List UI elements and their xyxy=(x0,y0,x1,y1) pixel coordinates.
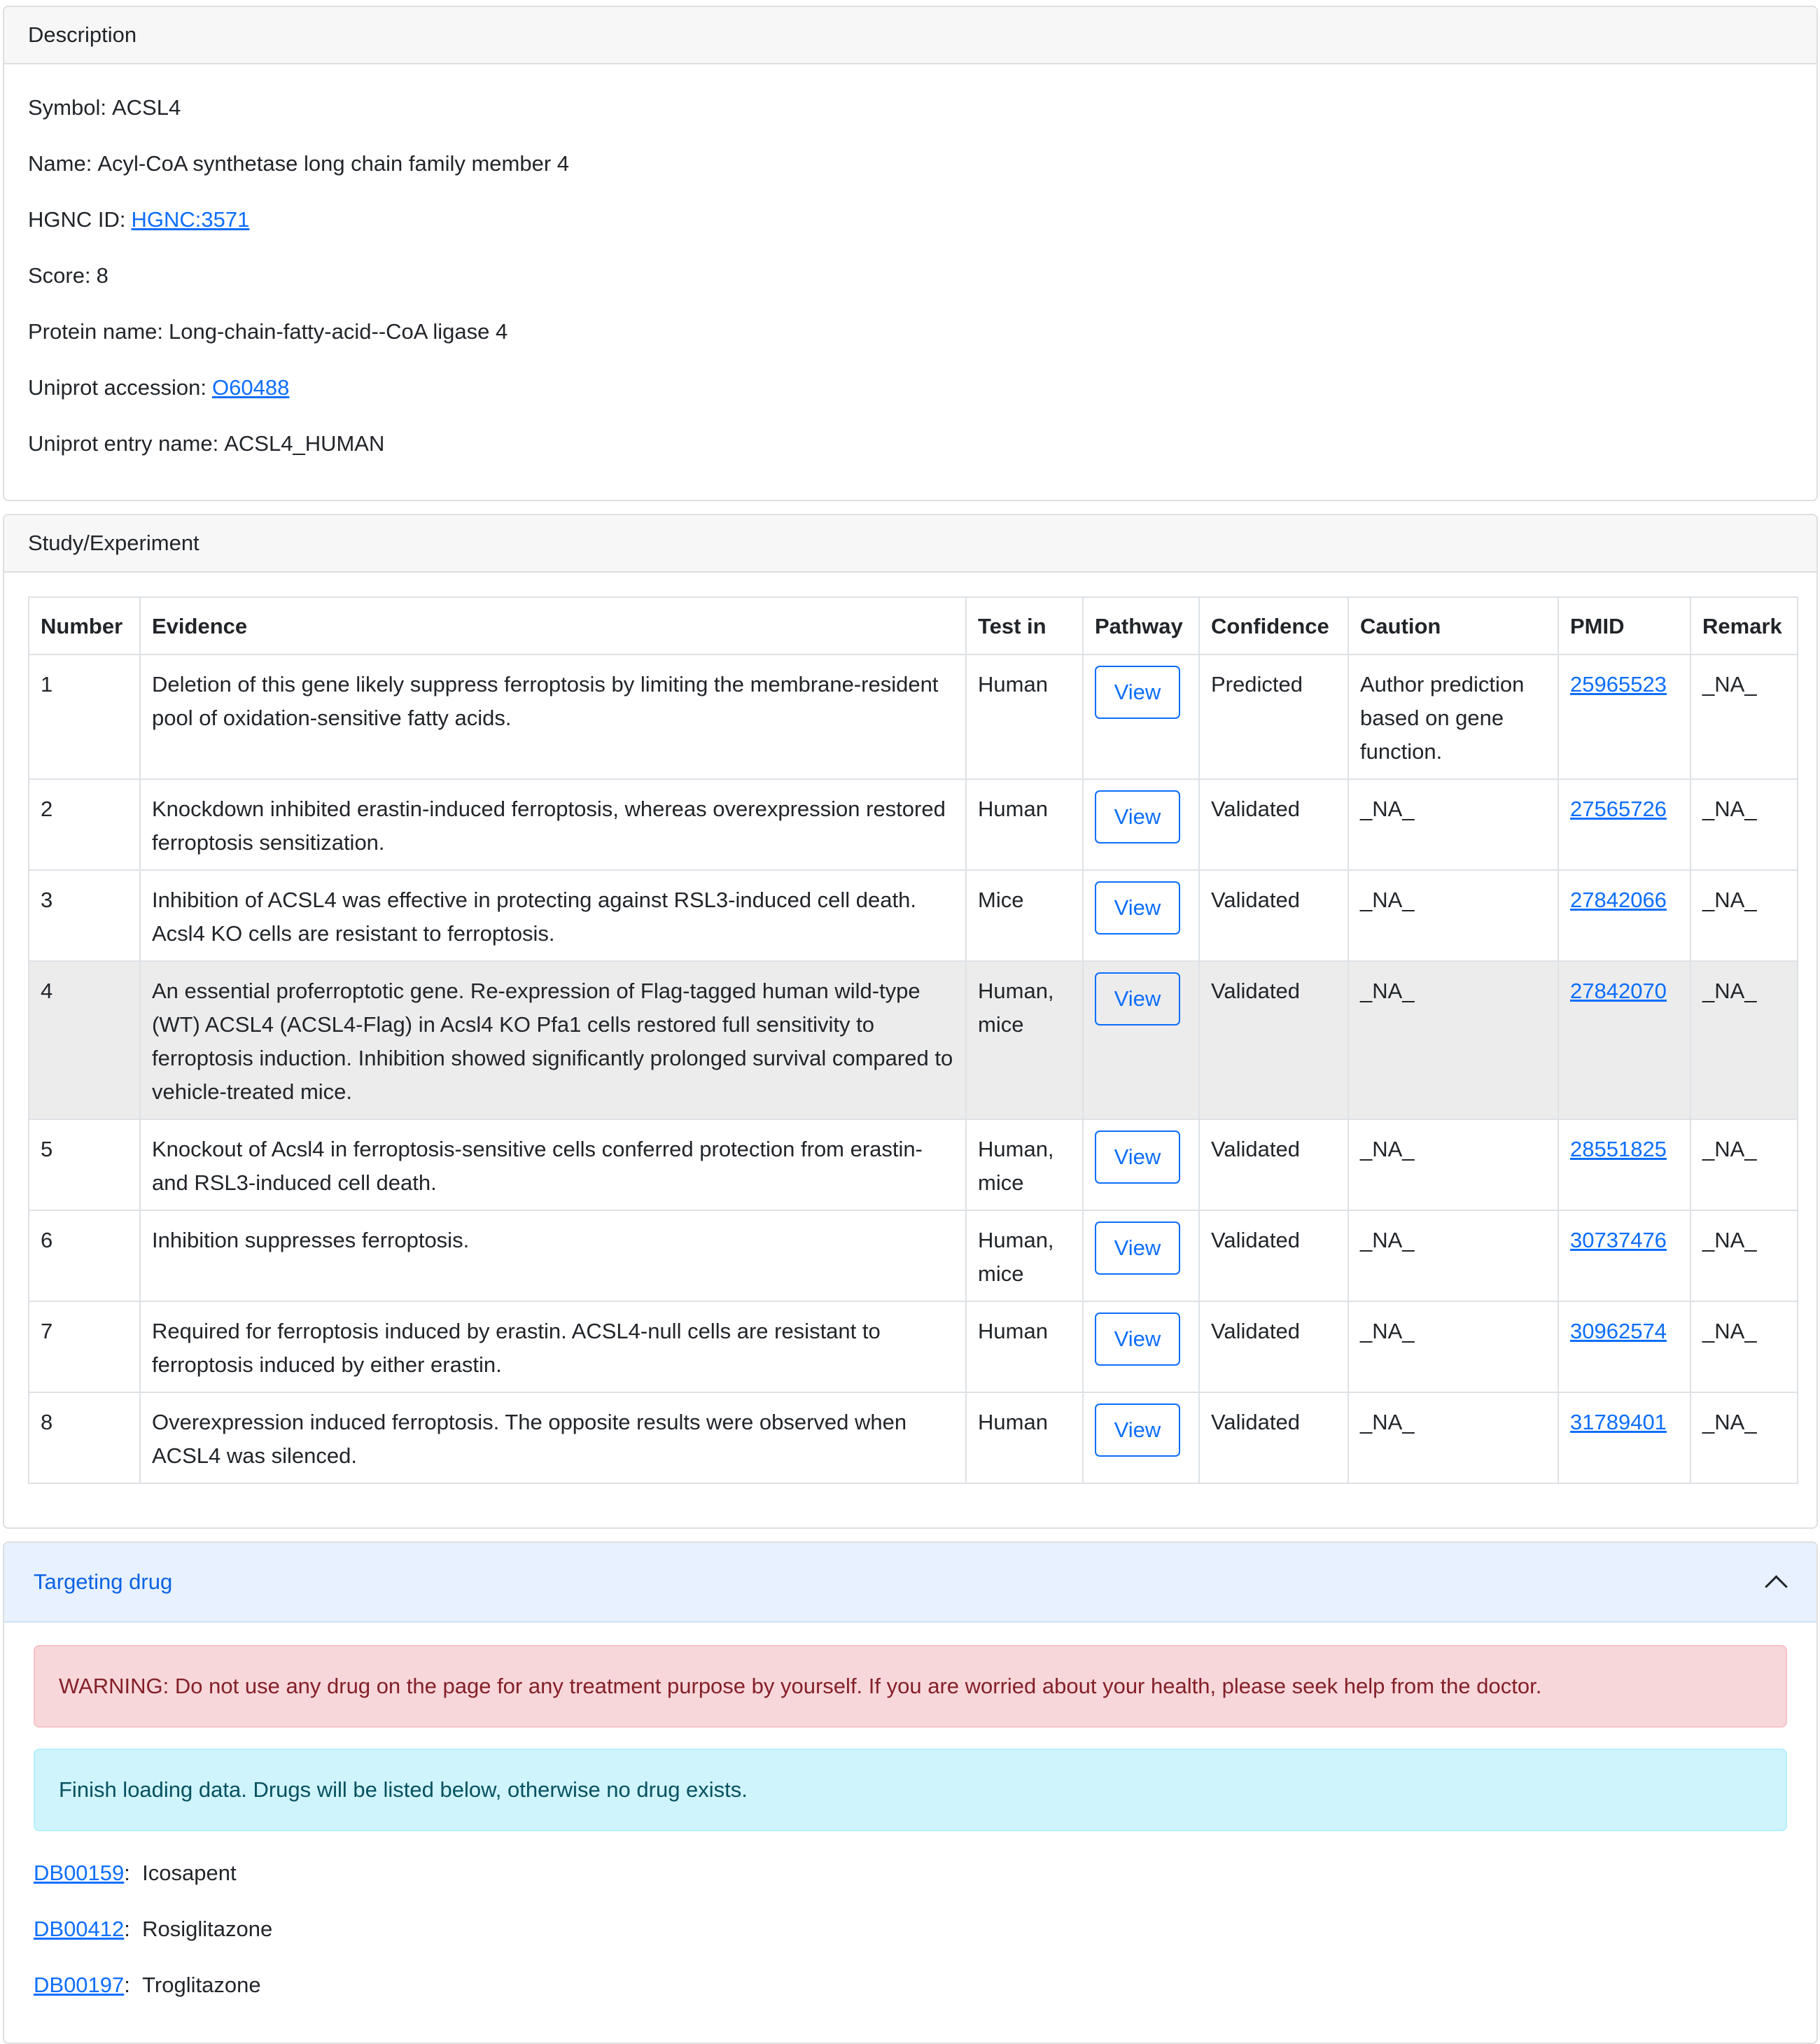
col-test-in: Test in xyxy=(966,597,1083,654)
cell-pathway xyxy=(1083,1210,1199,1301)
col-remark: Remark xyxy=(1690,597,1798,654)
cell-remark: _NA_ xyxy=(1690,1392,1798,1483)
targeting-drug-body xyxy=(4,1623,1816,2013)
cell-remark: _NA_ xyxy=(1690,870,1798,961)
drug-separator: : xyxy=(124,1972,143,1997)
cell-test-in: Human xyxy=(966,779,1083,870)
cell-number: 8 xyxy=(29,1392,140,1483)
table-row xyxy=(29,961,1798,1119)
drug-separator: : xyxy=(124,1916,143,1941)
info-alert: Finish loading data. Drugs will be listed below, otherwise no drug exists. xyxy=(34,1749,1787,1831)
cell-evidence: Overexpression induced ferroptosis. The opposite results were observed when ACSL4 was silenced. xyxy=(140,1392,966,1483)
field-label: Uniprot entry name: xyxy=(28,430,219,456)
pmid-link[interactable]: 30962574 xyxy=(1570,1319,1667,1343)
table-row xyxy=(29,1392,1798,1483)
cell-number: 3 xyxy=(29,870,140,961)
cell-pathway xyxy=(1083,779,1199,870)
cell-pmid xyxy=(1558,870,1690,961)
cell-evidence: Required for ferroptosis induced by erastin. ACSL4-null cells are resistant to ferroptosis induced by either erastin. xyxy=(140,1301,966,1392)
cell-test-in: Human xyxy=(966,1392,1083,1483)
cell-number: 6 xyxy=(29,1210,140,1301)
cell-confidence: Validated xyxy=(1199,961,1348,1119)
cell-caution: _NA_ xyxy=(1348,1210,1558,1301)
study-header: Study/Experiment xyxy=(4,515,1816,573)
field-symbol xyxy=(28,80,1793,136)
cell-number: 4 xyxy=(29,961,140,1119)
cell-test-in: Human xyxy=(966,1301,1083,1392)
description-card xyxy=(3,6,1818,501)
table-row xyxy=(29,870,1798,961)
study-card xyxy=(3,514,1818,1529)
cell-pathway xyxy=(1083,1392,1199,1483)
cell-pmid xyxy=(1558,779,1690,870)
view-pathway-button[interactable]: View xyxy=(1095,1130,1180,1184)
cell-pmid xyxy=(1558,1392,1690,1483)
cell-test-in: Human, mice xyxy=(966,961,1083,1119)
cell-evidence: Inhibition of ACSL4 was effective in protecting against RSL3-induced cell death. Acsl4 KO cells are resistant to ferroptosis. xyxy=(140,870,966,961)
field-value: ACSL4_HUMAN xyxy=(224,430,385,456)
cell-pmid xyxy=(1558,1119,1690,1210)
drug-separator: : xyxy=(124,1860,143,1885)
cell-test-in: Human, mice xyxy=(966,1210,1083,1301)
uniprot-link[interactable]: O60488 xyxy=(212,374,290,400)
cell-number: 5 xyxy=(29,1119,140,1210)
targeting-drug-title: Targeting drug xyxy=(34,1569,173,1594)
col-pmid: PMID xyxy=(1558,597,1690,654)
cell-pmid xyxy=(1558,961,1690,1119)
pmid-link[interactable]: 27842066 xyxy=(1570,888,1667,912)
field-label: Uniprot accession: xyxy=(28,374,207,400)
field-value: 8 xyxy=(96,262,108,288)
cell-caution: _NA_ xyxy=(1348,779,1558,870)
cell-confidence: Predicted xyxy=(1199,654,1348,779)
field-hgnc-id xyxy=(28,192,1793,248)
cell-caution: _NA_ xyxy=(1348,1301,1558,1392)
drug-name: Rosiglitazone xyxy=(142,1916,273,1941)
cell-number: 1 xyxy=(29,654,140,779)
view-pathway-button[interactable]: View xyxy=(1095,881,1180,934)
pmid-link[interactable]: 25965523 xyxy=(1570,672,1667,696)
list-item xyxy=(34,1901,1787,1957)
cell-caution: _NA_ xyxy=(1348,961,1558,1119)
chevron-up-icon[interactable] xyxy=(1763,1570,1787,1594)
evidence-table xyxy=(28,596,1798,1484)
cell-pathway xyxy=(1083,961,1199,1119)
pmid-link[interactable]: 27842070 xyxy=(1570,979,1667,1003)
cell-pathway xyxy=(1083,1301,1199,1392)
view-pathway-button[interactable]: View xyxy=(1095,972,1180,1026)
col-pathway: Pathway xyxy=(1083,597,1199,654)
cell-pmid xyxy=(1558,1301,1690,1392)
list-item xyxy=(34,1845,1787,1901)
field-label: Protein name: xyxy=(28,318,163,344)
col-evidence: Evidence xyxy=(140,597,966,654)
pmid-link[interactable]: 27565726 xyxy=(1570,797,1667,821)
cell-evidence: Inhibition suppresses ferroptosis. xyxy=(140,1210,966,1301)
cell-pathway xyxy=(1083,870,1199,961)
field-uniprot-accession xyxy=(28,360,1793,416)
cell-pathway xyxy=(1083,1119,1199,1210)
col-number: Number xyxy=(29,597,140,654)
list-item xyxy=(34,1957,1787,2013)
view-pathway-button[interactable]: View xyxy=(1095,1404,1180,1457)
field-label: Score: xyxy=(28,262,91,288)
cell-evidence: Knockout of Acsl4 in ferroptosis-sensitive cells conferred protection from erastin- and RSL3-induced cell death. xyxy=(140,1119,966,1210)
field-value: ACSL4 xyxy=(111,94,181,120)
pmid-link[interactable]: 30737476 xyxy=(1570,1228,1667,1252)
pmid-link[interactable]: 31789401 xyxy=(1570,1410,1667,1434)
table-row xyxy=(29,779,1798,870)
field-protein-name xyxy=(28,304,1793,360)
cell-test-in: Human, mice xyxy=(966,1119,1083,1210)
table-row xyxy=(29,1210,1798,1301)
cell-confidence: Validated xyxy=(1199,1119,1348,1210)
table-row xyxy=(29,1301,1798,1392)
col-caution: Caution xyxy=(1348,597,1558,654)
drug-list xyxy=(34,1845,1787,2013)
targeting-drug-card xyxy=(3,1541,1818,2044)
cell-confidence: Validated xyxy=(1199,870,1348,961)
cell-remark: _NA_ xyxy=(1690,1119,1798,1210)
field-score xyxy=(28,248,1793,304)
targeting-drug-toggle[interactable] xyxy=(4,1543,1816,1623)
cell-remark: _NA_ xyxy=(1690,1301,1798,1392)
drug-name: Troglitazone xyxy=(142,1972,261,1997)
field-value: Long-chain-fatty-acid--CoA ligase 4 xyxy=(169,318,508,344)
hgnc-link[interactable]: HGNC:3571 xyxy=(131,206,250,232)
cell-remark: _NA_ xyxy=(1690,779,1798,870)
description-body xyxy=(4,64,1816,472)
field-label: Symbol: xyxy=(28,94,106,120)
view-pathway-button[interactable]: View xyxy=(1095,790,1180,844)
col-confidence: Confidence xyxy=(1199,597,1348,654)
cell-test-in: Human xyxy=(966,654,1083,779)
description-header: Description xyxy=(4,7,1816,64)
cell-pmid xyxy=(1558,1210,1690,1301)
field-uniprot-entry-name xyxy=(28,416,1793,472)
field-label: HGNC ID: xyxy=(28,206,126,232)
cell-caution: _NA_ xyxy=(1348,870,1558,961)
view-pathway-button[interactable]: View xyxy=(1095,1312,1180,1366)
cell-pathway xyxy=(1083,654,1199,779)
view-pathway-button[interactable]: View xyxy=(1095,666,1180,719)
table-row xyxy=(29,654,1798,779)
drug-id-link[interactable]: DB00197 xyxy=(34,1972,125,1997)
cell-confidence: Validated xyxy=(1199,1210,1348,1301)
cell-number: 2 xyxy=(29,779,140,870)
cell-test-in: Mice xyxy=(966,870,1083,961)
table-row xyxy=(29,1119,1798,1210)
cell-confidence: Validated xyxy=(1199,1392,1348,1483)
table-header-row xyxy=(29,597,1798,654)
field-value: Acyl-CoA synthetase long chain family member 4 xyxy=(97,150,570,176)
cell-confidence: Validated xyxy=(1199,1301,1348,1392)
cell-caution: Author prediction based on gene function. xyxy=(1348,654,1558,779)
cell-remark: _NA_ xyxy=(1690,654,1798,779)
cell-caution: _NA_ xyxy=(1348,1392,1558,1483)
cell-confidence: Validated xyxy=(1199,779,1348,870)
drug-name: Icosapent xyxy=(142,1860,237,1885)
study-body xyxy=(4,573,1816,1484)
warning-alert: WARNING: Do not use any drug on the page for any treatment purpose by yourself. If you are worried about your health, please seek help from the doctor. xyxy=(34,1645,1787,1728)
drug-id-link[interactable]: DB00159 xyxy=(34,1860,125,1885)
cell-evidence: Knockdown inhibited erastin-induced ferroptosis, whereas overexpression restored ferroptosis sensitization. xyxy=(140,779,966,870)
pmid-link[interactable]: 28551825 xyxy=(1570,1137,1667,1161)
field-name xyxy=(28,136,1793,192)
drug-id-link[interactable]: DB00412 xyxy=(34,1916,125,1941)
cell-evidence: Deletion of this gene likely suppress ferroptosis by limiting the membrane-resident pool of oxidation-sensitive fatty acids. xyxy=(140,654,966,779)
view-pathway-button[interactable]: View xyxy=(1095,1222,1180,1275)
cell-number: 7 xyxy=(29,1301,140,1392)
cell-evidence: An essential proferroptotic gene. Re-expression of Flag-tagged human wild-type (WT) ACSL4 (ACSL4-Flag) in Acsl4 KO Pfa1 cells restored full sensitivity to ferroptosis induction. Inhibition showed significantly prolonged survival compared to vehicle-treated mice. xyxy=(140,961,966,1119)
cell-remark: _NA_ xyxy=(1690,1210,1798,1301)
cell-pmid xyxy=(1558,654,1690,779)
cell-remark: _NA_ xyxy=(1690,961,1798,1119)
cell-caution: _NA_ xyxy=(1348,1119,1558,1210)
field-label: Name: xyxy=(28,150,92,176)
